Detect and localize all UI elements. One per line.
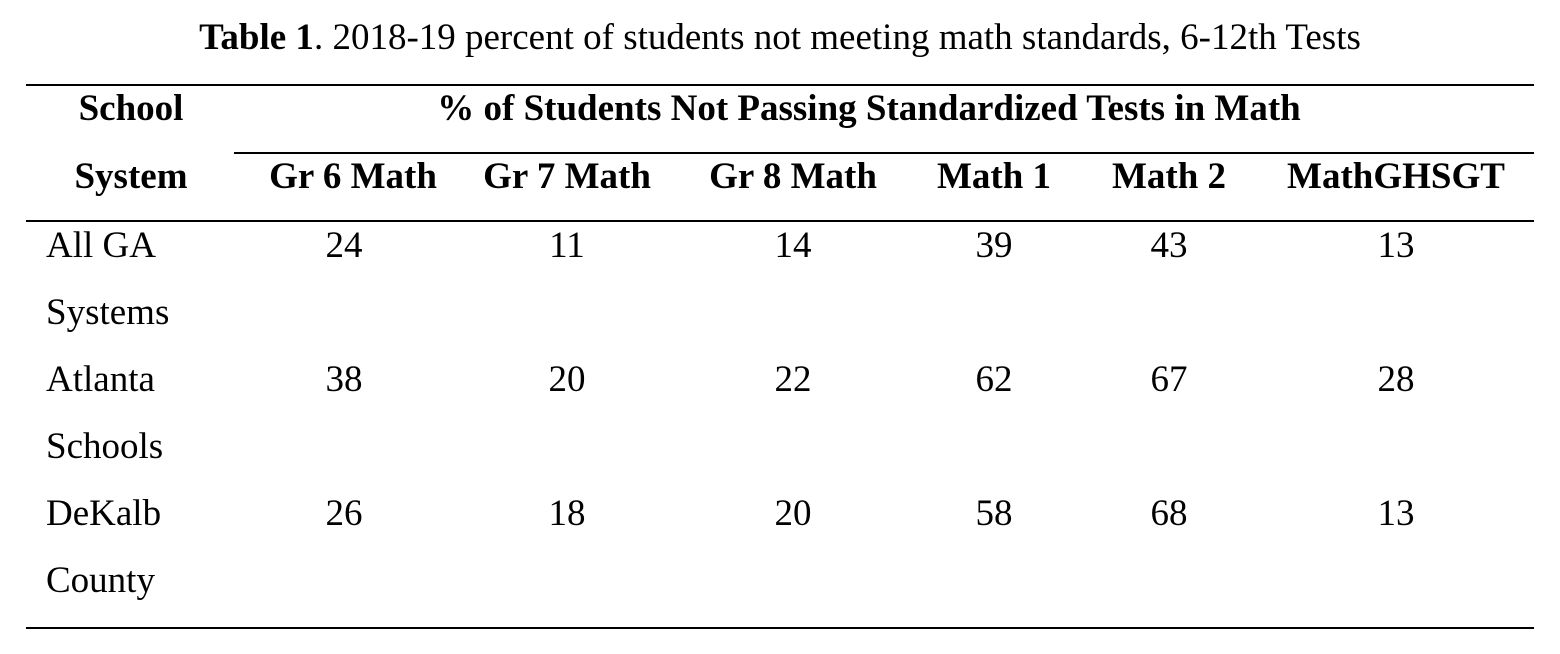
table-caption-label: Table 1	[199, 17, 314, 58]
column-header: Math 1	[936, 156, 1052, 197]
table-cell: 43	[1150, 225, 1188, 266]
column-header: Gr 7 Math	[483, 156, 651, 197]
table-cell: 38	[325, 359, 363, 400]
table-cell: 39	[975, 225, 1013, 266]
column-header: Gr 6 Math	[269, 156, 437, 197]
table-cell: 62	[975, 359, 1013, 400]
row-name-line1: All GA	[46, 225, 156, 266]
table-cell: 22	[774, 359, 812, 400]
stub-header-line2: System	[74, 156, 188, 197]
stub-header-line1: School	[78, 88, 184, 129]
table-cell: 58	[975, 493, 1013, 534]
column-header: MathGHSGT	[1287, 156, 1505, 197]
row-name-line2: County	[46, 560, 155, 601]
table-cell: 20	[548, 359, 586, 400]
column-header: Math 2	[1111, 156, 1227, 197]
table-cell: 13	[1377, 493, 1415, 534]
table-cell: 18	[548, 493, 586, 534]
table-cell: 13	[1377, 225, 1415, 266]
table-bottom-rule	[26, 627, 1534, 629]
table-cell: 20	[774, 493, 812, 534]
table-cell: 67	[1150, 359, 1188, 400]
column-header: Gr 8 Math	[709, 156, 877, 197]
row-name-line2: Schools	[46, 426, 164, 467]
spanner-header: % of Students Not Passing Standardized Tests in Math	[437, 88, 1301, 129]
table-caption-text: . 2018-19 percent of students not meeting math standards, 6-12th Tests	[313, 17, 1361, 58]
row-name-line2: Systems	[46, 292, 170, 333]
table-cell: 28	[1377, 359, 1415, 400]
row-name-line1: DeKalb	[46, 493, 162, 534]
table-caption	[0, 14, 1560, 62]
table-cell: 24	[325, 225, 363, 266]
table-cell: 11	[549, 225, 585, 266]
table-cell: 26	[325, 493, 363, 534]
row-name-line1: Atlanta	[46, 359, 155, 400]
table-cell: 68	[1150, 493, 1188, 534]
table-cell: 14	[774, 225, 812, 266]
